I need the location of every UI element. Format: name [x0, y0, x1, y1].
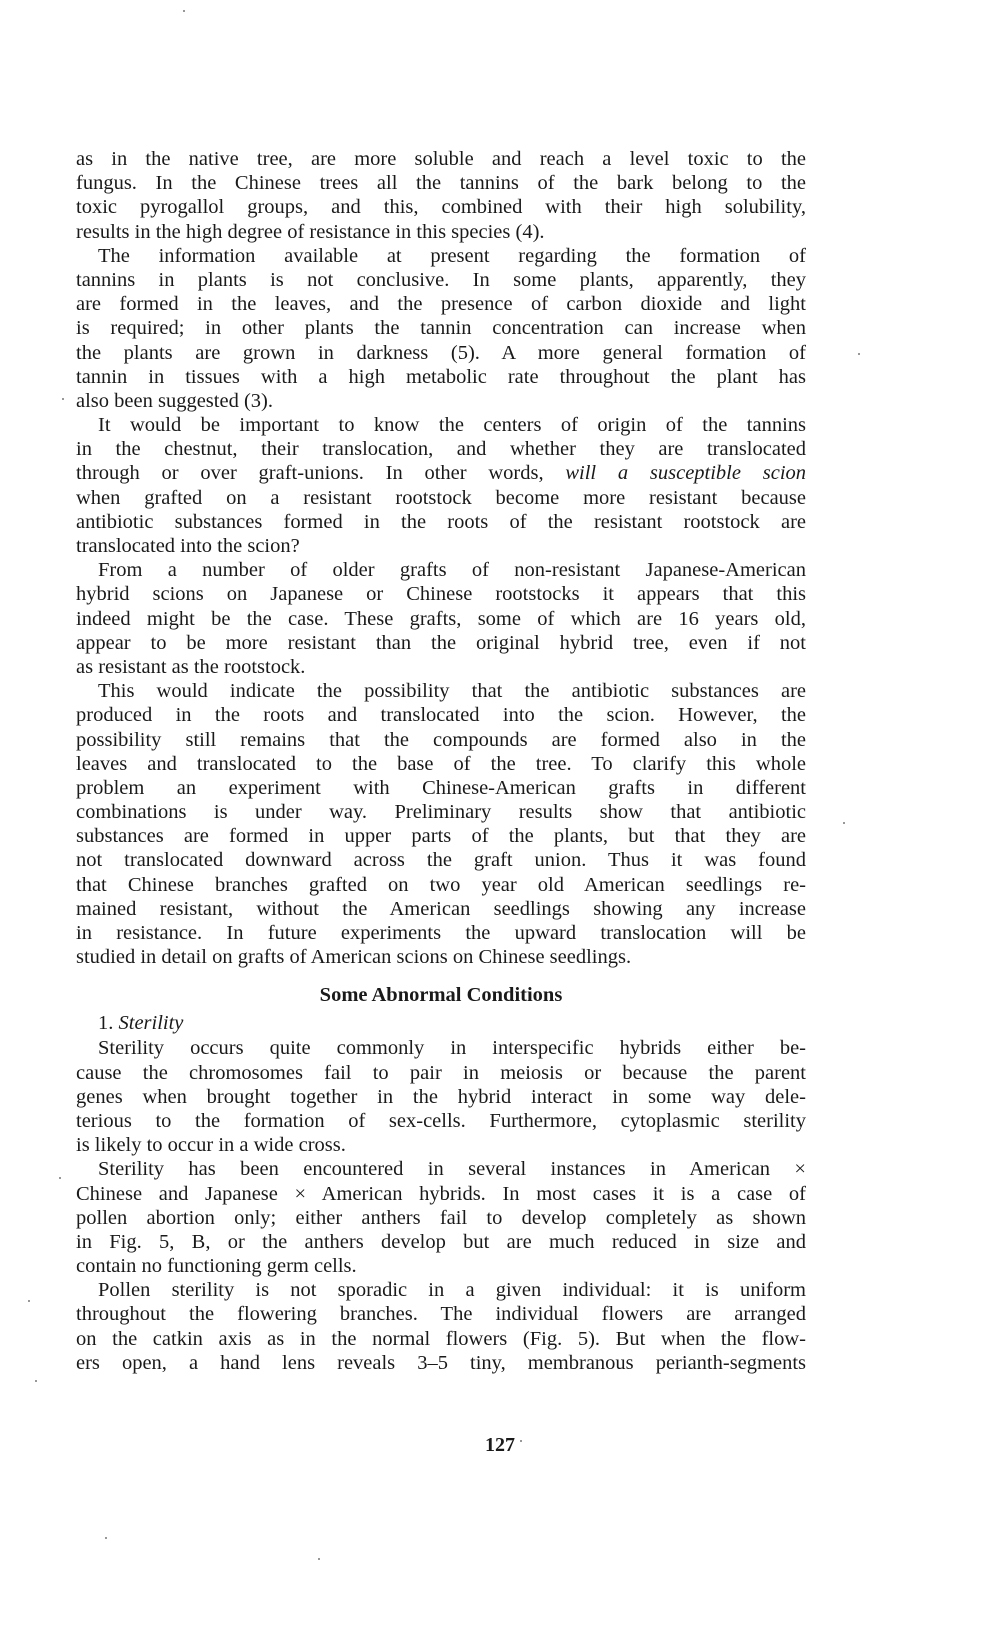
paragraph: [76, 1278, 806, 1375]
scan-speck: [59, 1177, 61, 1179]
subsection-title: Sterility: [118, 1012, 184, 1035]
text-line: antibiotic substances formed in the roots of the resistant rootstock are: [76, 510, 806, 533]
scan-speck: [858, 353, 860, 355]
text-line: translocated into the scion?: [76, 535, 300, 557]
paragraph: [76, 679, 806, 969]
text-line: on the catkin axis as in the normal flowers (Fig. 5). But when the flow-: [76, 1327, 806, 1350]
subsection-number: 1.: [98, 1012, 114, 1035]
text-line: From a number of older grafts of non-resistant Japanese-American: [98, 559, 806, 582]
paragraph: [76, 1157, 806, 1278]
scan-speck: [28, 1300, 30, 1302]
text-line: appear to be more resistant than the original hybrid tree, even if not: [76, 631, 806, 654]
text-line: results in the high degree of resistance in this species (4).: [76, 220, 545, 243]
text-line: leaves and translocated to the base of the tree. To clarify this whole: [76, 752, 806, 775]
book-page-body: [76, 147, 806, 1375]
text-line: [76, 461, 806, 485]
text-line: indeed might be the case. These grafts, some of which are 16 years old,: [76, 607, 806, 630]
text-line: possibility still remains that the compounds are formed also in the: [76, 728, 806, 751]
text-line: Chinese and Japanese × American hybrids. In most cases it is a case of: [76, 1182, 806, 1205]
scan-speck: [843, 822, 845, 824]
scan-speck: [62, 398, 64, 400]
paragraph: [76, 1036, 806, 1157]
text-line: also been suggested (3).: [76, 389, 273, 412]
text-line: in the chestnut, their translocation, and whether they are translocated: [76, 438, 806, 461]
text-line: This would indicate the possibility that the antibiotic substances are: [98, 680, 806, 703]
scan-speck: [183, 10, 185, 12]
text-line: not translocated downward across the graft union. Thus it was found: [76, 849, 806, 872]
text-line: is likely to occur in a wide cross.: [76, 1134, 346, 1157]
text-line: contain no functioning germ cells.: [76, 1255, 357, 1278]
text-line: throughout the flowering branches. The individual flowers are arranged: [76, 1303, 806, 1326]
text-line: The information available at present regarding the formation of: [98, 244, 806, 267]
text-line: studied in detail on grafts of American scions on Chinese seedlings.: [76, 946, 632, 969]
text-line: Sterility has been encountered in several instances in American ×: [98, 1158, 806, 1181]
scan-speck: [35, 1380, 37, 1382]
text-line: as in the native tree, are more soluble and reach a level toxic to the: [76, 148, 806, 170]
text-line: Sterility occurs quite commonly in interspecific hybrids either be-: [98, 1037, 806, 1060]
subsection-heading: [76, 1011, 806, 1036]
scan-speck: [318, 1558, 320, 1560]
text-line: when grafted on a resistant rootstock become more resistant because: [76, 486, 806, 509]
text-line: pollen abortion only; either anthers fail to develop completely as shown: [76, 1206, 806, 1229]
text-line: produced in the roots and translocated into the scion. However, the: [76, 704, 806, 727]
text-line: toxic pyrogallol groups, and this, combined with their high solubility,: [76, 196, 806, 219]
text-line: mained resistant, without the American seedlings showing any increase: [76, 897, 806, 920]
text-line: as resistant as the rootstock.: [76, 655, 306, 678]
text-line: cause the chromosomes fail to pair in meiosis or because the parent: [76, 1061, 806, 1084]
text-line: tannin in tissues with a high metabolic rate throughout the plant has: [76, 365, 806, 388]
text-line: Pollen sterility is not sporadic in a given individual: it is uniform: [98, 1279, 806, 1302]
text-line: the plants are grown in darkness (5). A more general formation of: [76, 341, 806, 364]
text-line: in Fig. 5, B, or the anthers develop but are much reduced in size and: [76, 1230, 806, 1253]
text-line: in resistance. In future experiments the upward translocation will be: [76, 922, 806, 944]
text-line: substances are formed in upper parts of the plants, but that they are: [76, 825, 806, 848]
text-line-start: through or over graft-unions. In other words,: [76, 462, 566, 485]
text-line: terious to the formation of sex-cells. Furthermore, cytoplasmic sterility: [76, 1109, 806, 1132]
text-line: problem an experiment with Chinese-American grafts in different: [76, 776, 806, 799]
text-line: ers open, a hand lens reveals 3–5 tiny, membranous perianth-segments: [76, 1351, 806, 1374]
paragraph: [76, 147, 806, 244]
text-line: hybrid scions on Japanese or Chinese rootstocks it appears that this: [76, 583, 806, 606]
text-line: are formed in the leaves, and the presence of carbon dioxide and light: [76, 293, 806, 316]
text-line: combinations is under way. Preliminary results show that antibiotic: [76, 801, 806, 824]
text-line: fungus. In the Chinese trees all the tannins of the bark belong to the: [76, 172, 806, 195]
text-line: tannins in plants is not conclusive. In some plants, apparently, they: [76, 268, 806, 291]
scan-speck: [520, 1440, 522, 1442]
section-heading: Some Abnormal Conditions: [319, 984, 563, 1007]
text-line: is required; in other plants the tannin concentration can increase when: [76, 317, 806, 340]
paragraph: [76, 413, 806, 558]
page-number: 127: [485, 1434, 515, 1456]
text-line: that Chinese branches grafted on two year old American seedlings re-: [76, 873, 806, 896]
text-line: genes when brought together in the hybrid interact in some way dele-: [76, 1085, 806, 1108]
paragraph: [76, 558, 806, 679]
italic-phrase: will a susceptible scion: [565, 462, 807, 485]
text-line: It would be important to know the centers of origin of the tannins: [98, 414, 806, 437]
paragraph: [76, 244, 806, 413]
scan-speck: [105, 1537, 107, 1539]
